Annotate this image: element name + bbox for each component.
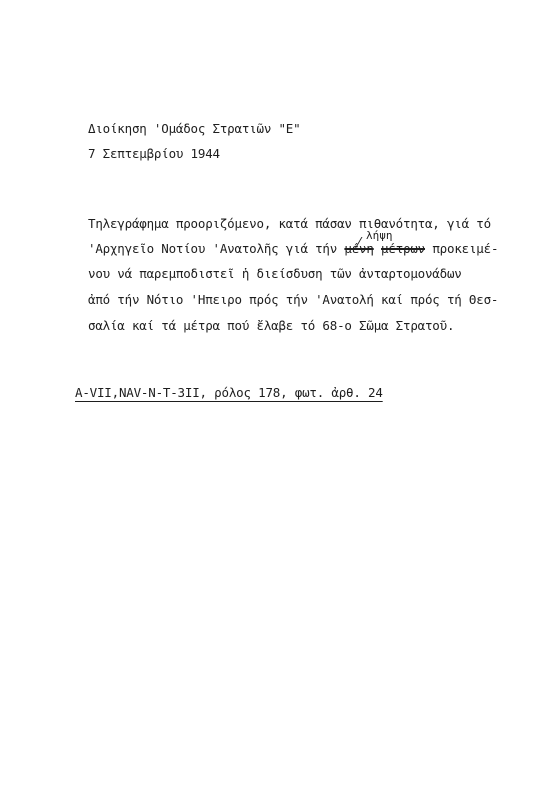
archive-reference: A-VII,NAV-N-T-3II, ρόλος 178, φωτ. ἀρθ. 24 [75,385,383,400]
body-line-4: ἀπό τήν Νότιο 'Ηπειρο πρός τήν 'Ανατολή καί πρός τή Θεσ- [88,292,499,307]
body-line-2-end: προκειμέ- [425,241,499,256]
body-line-2-gap [374,241,381,256]
document-date: 7 Σεπτεμβρίου 1944 [88,146,220,161]
handwritten-insertion: λήψη [366,229,393,242]
struck-word-1: μένη [344,241,374,256]
body-line-2 [88,243,498,256]
struck-word-2: μέτρων [381,241,426,256]
body-line-1: Τηλεγράφημα προοριζόμενο, κατά πάσαν πιθανότητα, γιά τό [88,216,491,231]
issuing-authority: Διοίκηση 'Ομάδος Στρατιῶν "Ε" [88,121,301,136]
body-line-5: σαλία καί τά μέτρα πού ἔλαβε τό 68-ο Σῶμα Στρατοῦ. [88,318,455,333]
body-line-3: νου νά παρεμποδιστεῖ ἡ διείσδυση τῶν ἀνταρτομονάδων [88,266,462,281]
body-line-2-start: 'Αρχηγεῖο Νοτίου 'Ανατολῆς γιά τήν [88,241,345,256]
